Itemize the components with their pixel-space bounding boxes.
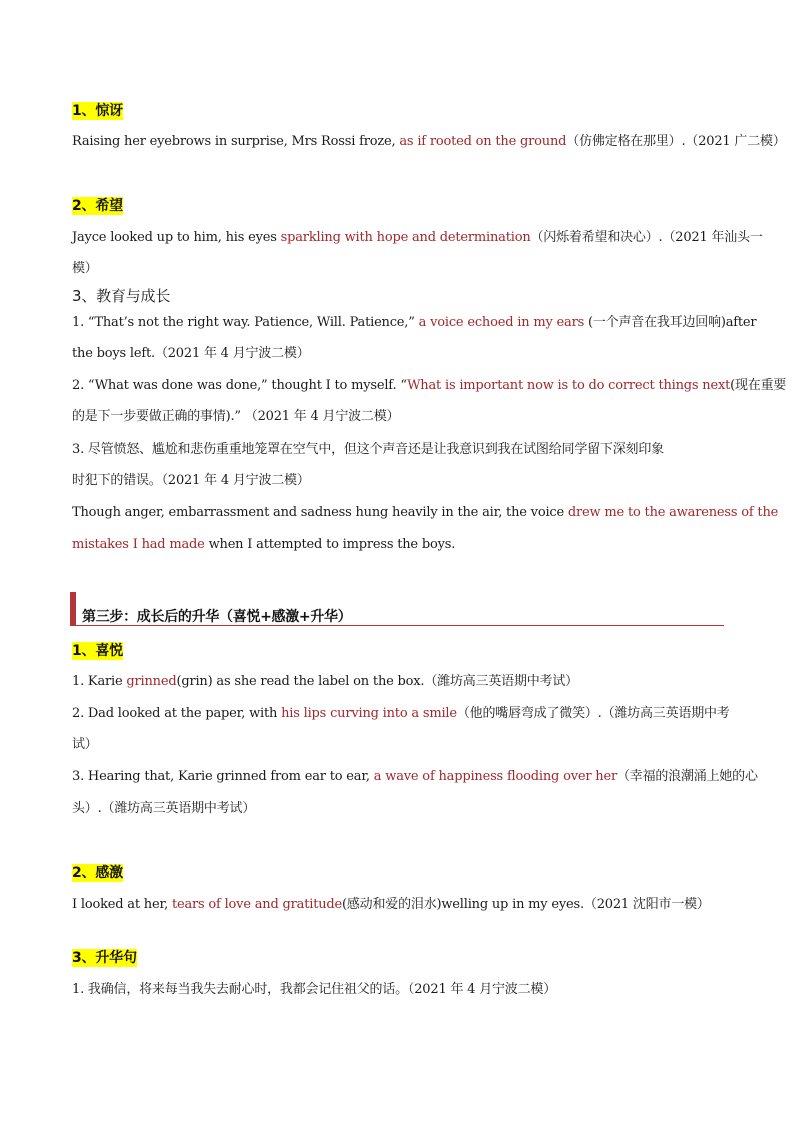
joy-item2-line2: 试） — [72, 737, 98, 752]
highlight-phrase: his lips curving into a smile — [281, 706, 457, 721]
step3-title: 第三步：成长后的升华（喜悦+感激+升华） — [82, 609, 352, 625]
highlight-phrase: as if rooted on the ground — [399, 134, 567, 149]
heading-hope: 2、希望 — [72, 198, 123, 214]
growth-item3-line2: 时犯下的错误。（2021 年 4 月宁波二模） — [72, 473, 310, 488]
highlight-phrase: What is important now is to do correct things next — [407, 378, 731, 393]
step3-accent-bar — [70, 592, 76, 625]
growth-item3-line1: 3. 尽管愤怒、尴尬和悲伤重重地笼罩在空气中，但这个声音还是让我意识到我在试图给同学留下深刻印象 — [72, 442, 664, 457]
growth-item3-line4: mistakes I had made when I attempted to impress the boys. — [72, 537, 456, 552]
highlight-phrase: mistakes I had made — [72, 537, 205, 552]
highlight-phrase: tears of love and gratitude — [171, 897, 343, 912]
growth-item1-line1: 1. “That’s not the right way. Patience, Will. Patience,” a voice echoed in my ears (一个声音在我耳边回响)after — [72, 315, 757, 330]
gratitude-sentence: I looked at her, tears of love and gratitude(感动和爱的泪水)welling up in my eyes.（2021 沈阳市一模） — [72, 897, 710, 912]
highlight-phrase: sparkling with hope and determination — [280, 230, 531, 245]
sublimation-item1: 1. 我确信，将来每当我失去耐心时，我都会记住祖父的话。（2021 年 4 月宁波二模） — [72, 982, 556, 997]
hope-sentence-line2: 模） — [72, 261, 98, 276]
growth-item2-line2: 的是下一步要做正确的事情).” （2021 年 4 月宁波二模） — [72, 409, 400, 424]
growth-item2-line1: 2. “What was done was done,” thought I to myself. “What is important now is to do correct things next(现在重要 — [72, 378, 787, 393]
highlight-phrase: a voice echoed in my ears — [418, 315, 585, 330]
heading-surprise: 1、惊讶 — [72, 103, 123, 119]
hope-sentence-line1: Jayce looked up to him, his eyes sparkling with hope and determination（闪烁着希望和决心）.（2021 年汕头一 — [72, 230, 763, 245]
heading-gratitude: 2、感激 — [72, 865, 123, 881]
joy-item3-line1: 3. Hearing that, Karie grinned from ear to ear, a wave of happiness flooding over her（幸福的浪潮涌上她的心 — [72, 769, 758, 784]
joy-item2-line1: 2. Dad looked at the paper, with his lips curving into a smile（他的嘴唇弯成了微笑）.（潍坊高三英语期中考 — [72, 706, 730, 721]
step3-section-header — [70, 592, 724, 626]
growth-item1-line2: the boys left.（2021 年 4 月宁波二模） — [72, 346, 310, 361]
joy-item3-line2: 头）.（潍坊高三英语期中考试） — [72, 801, 256, 816]
highlight-phrase: grinned — [126, 674, 177, 689]
heading-education-growth: 3、教育与成长 — [72, 287, 171, 305]
joy-item1: 1. Karie grinned(grin) as she read the label on the box.（潍坊高三英语期中考试） — [72, 674, 578, 689]
growth-item3-line3: Though anger, embarrassment and sadness hung heavily in the air, the voice drew me to the awareness of the — [72, 505, 779, 520]
heading-sublimation: 3、升华句 — [72, 950, 137, 966]
highlight-phrase: drew me to the awareness of the — [567, 505, 779, 520]
heading-joy: 1、喜悦 — [72, 643, 123, 659]
surprise-sentence: Raising her eyebrows in surprise, Mrs Rossi froze, as if rooted on the ground（仿佛定格在那里）.（2021 广二模） — [72, 134, 786, 149]
highlight-phrase: a wave of happiness flooding over her — [373, 769, 617, 784]
